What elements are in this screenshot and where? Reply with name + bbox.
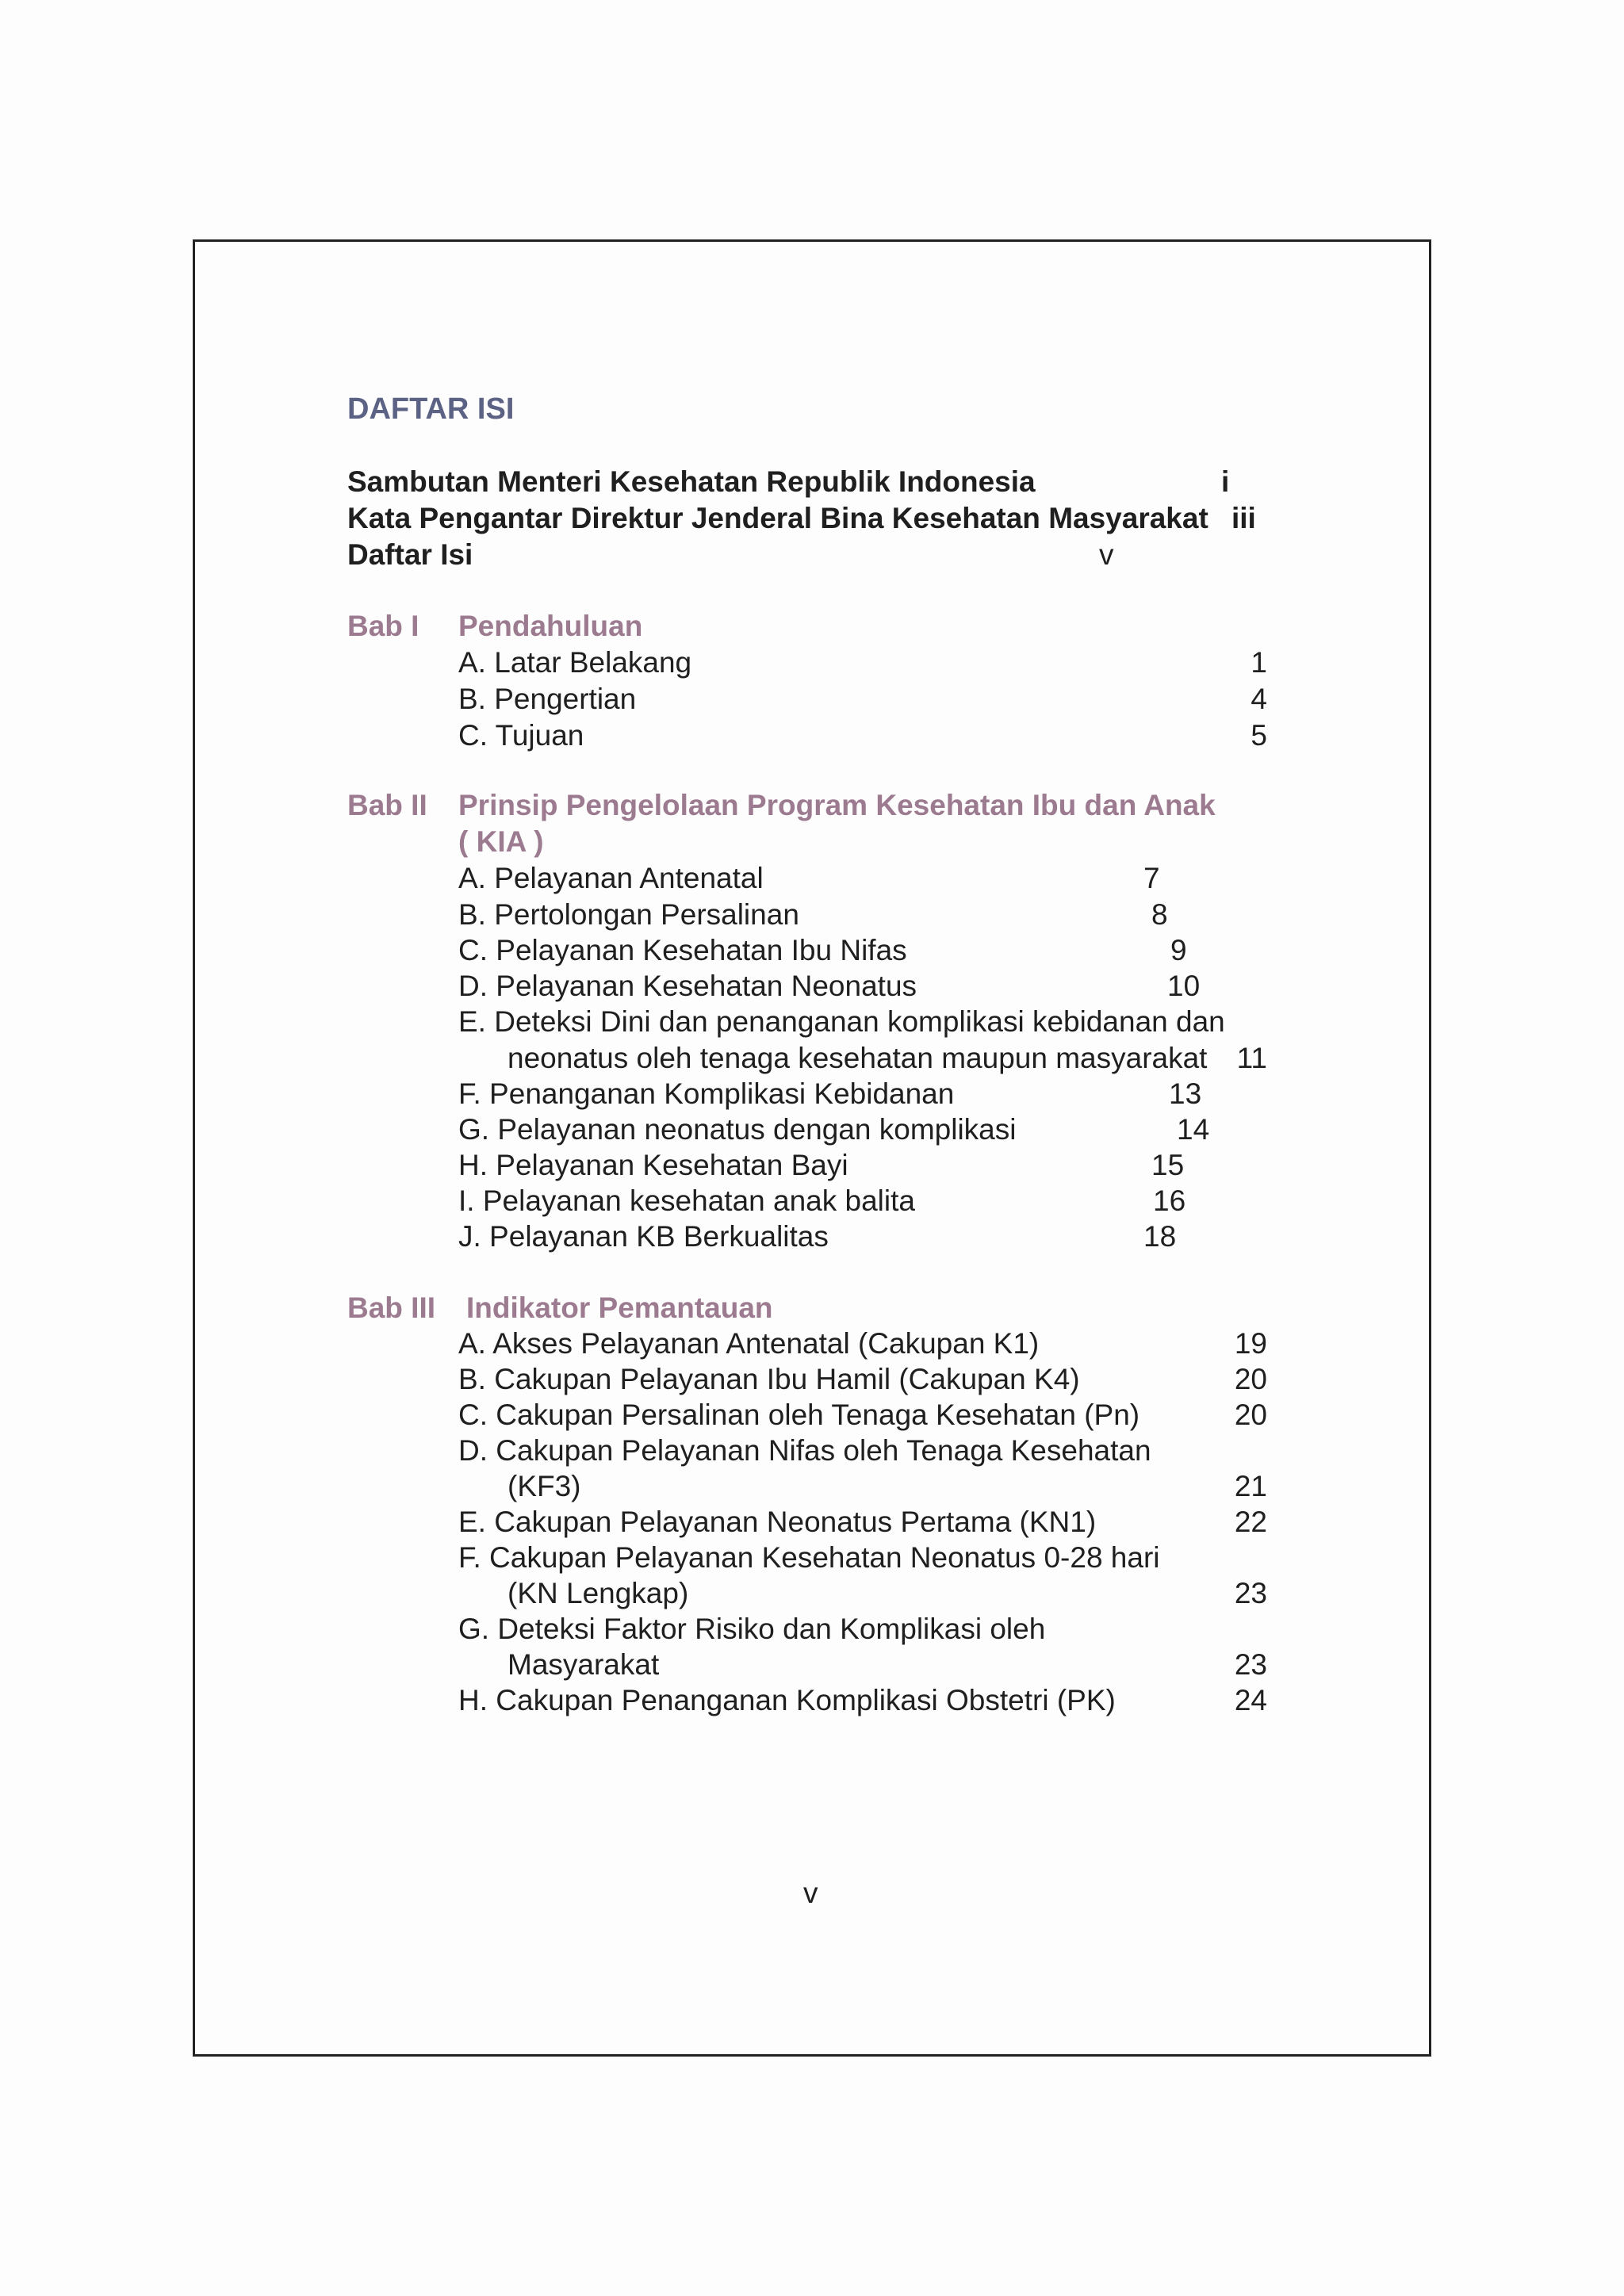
toc-entry-page: 20 [1234, 1363, 1267, 1395]
toc-entry-page: 14 [1177, 1113, 1210, 1146]
toc-entry-label: Daftar Isi [347, 538, 473, 571]
toc-entry-label-cont: Masyarakat [508, 1648, 660, 1681]
chapter-title: Prinsip Pengelolaan Program Kesehatan Ibu dan Anak [458, 789, 1216, 821]
toc-entry-page: 9 [1170, 934, 1187, 966]
toc-entry-label-cont: neonatus oleh tenaga kesehatan maupun masyarakat [508, 1042, 1208, 1074]
toc-entry-page: i [1221, 465, 1230, 498]
toc-entry-page: 24 [1234, 1684, 1267, 1716]
toc-entry-label: H. Cakupan Penanganan Komplikasi Obstetri (PK) [458, 1684, 1116, 1716]
toc-entry-page: 11 [1236, 1042, 1267, 1074]
toc-entry-label: F. Cakupan Pelayanan Kesehatan Neonatus 0-28 hari [458, 1541, 1160, 1574]
toc-entry-label: C. Cakupan Persalinan oleh Tenaga Kesehatan (Pn) [458, 1399, 1140, 1431]
toc-entry-page: 20 [1234, 1399, 1267, 1431]
toc-entry-label: Kata Pengantar Direktur Jenderal Bina Kesehatan Masyarakat [347, 502, 1208, 534]
toc-entry-page: 23 [1234, 1577, 1267, 1609]
toc-entry-label: F. Penanganan Komplikasi Kebidanan [458, 1077, 955, 1110]
toc-entry-page: 8 [1151, 898, 1168, 931]
toc-entry-label: B. Pertolongan Persalinan [458, 898, 799, 931]
toc-entry-label: A. Latar Belakang [458, 646, 692, 679]
toc-entry-page: 16 [1153, 1184, 1186, 1217]
toc-entry-page: 4 [1251, 683, 1267, 715]
chapter-title-cont: ( KIA ) [458, 825, 544, 858]
toc-entry-page: 10 [1167, 970, 1201, 1002]
chapter-number: Bab I [347, 610, 419, 642]
toc-entry-label: H. Pelayanan Kesehatan Bayi [458, 1149, 848, 1181]
toc-entry-label: E. Deteksi Dini dan penanganan komplikasi kebidanan dan [458, 1005, 1225, 1038]
toc-entry-label: G. Deteksi Faktor Risiko dan Komplikasi oleh [458, 1613, 1046, 1645]
toc-entry-label: A. Akses Pelayanan Antenatal (Cakupan K1) [458, 1327, 1040, 1360]
toc-entry-label-cont: (KN Lengkap) [508, 1577, 689, 1609]
toc-entry-page: 5 [1251, 719, 1267, 752]
toc-entry-page: 13 [1169, 1077, 1202, 1110]
toc-entry-label: A. Pelayanan Antenatal [458, 862, 764, 894]
chapter-number: Bab III [347, 1292, 436, 1324]
toc-entry-label: Sambutan Menteri Kesehatan Republik Indonesia [347, 465, 1036, 498]
toc-entry-label: C. Tujuan [458, 719, 584, 752]
toc-entry-label: J. Pelayanan KB Berkualitas [458, 1220, 829, 1253]
toc-entry-page: 15 [1151, 1149, 1185, 1181]
toc-entry-label: D. Cakupan Pelayanan Nifas oleh Tenaga Kesehatan [458, 1434, 1151, 1467]
toc-entry-page: 1 [1251, 646, 1267, 679]
toc-entry-label: I. Pelayanan kesehatan anak balita [458, 1184, 915, 1217]
toc-entry-page: 21 [1234, 1470, 1267, 1502]
toc-entry-page: 18 [1143, 1220, 1177, 1253]
toc-entry-label: B. Pengertian [458, 683, 637, 715]
page-title: DAFTAR ISI [347, 392, 515, 426]
chapter-title: Indikator Pemantauan [466, 1292, 773, 1324]
toc-entry-label: C. Pelayanan Kesehatan Ibu Nifas [458, 934, 907, 966]
toc-entry-label: D. Pelayanan Kesehatan Neonatus [458, 970, 917, 1002]
toc-entry-label: E. Cakupan Pelayanan Neonatus Pertama (KN1) [458, 1506, 1097, 1538]
chapter-number: Bab II [347, 789, 427, 821]
chapter-title: Pendahuluan [458, 610, 643, 642]
toc-entry-label: G. Pelayanan neonatus dengan komplikasi [458, 1113, 1017, 1146]
page-number: v [803, 1877, 818, 1909]
toc-entry-page: 22 [1234, 1506, 1267, 1538]
toc-entry-label: B. Cakupan Pelayanan Ibu Hamil (Cakupan K4) [458, 1363, 1080, 1395]
toc-entry-page: iii [1231, 502, 1256, 534]
toc-entry-page: 19 [1234, 1327, 1267, 1360]
toc-entry-label-cont: (KF3) [508, 1470, 581, 1502]
toc-entry-page: 7 [1143, 862, 1160, 894]
toc-entry-page: 23 [1234, 1648, 1267, 1681]
toc-entry-page: v [1099, 538, 1114, 571]
